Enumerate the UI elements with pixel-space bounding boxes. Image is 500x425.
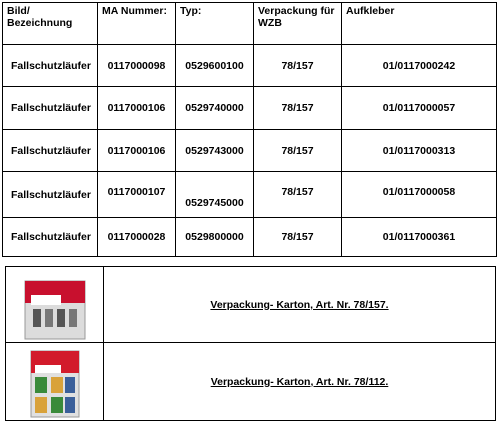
header-typ: Typ: bbox=[176, 3, 254, 45]
header-bezeichnung: Bild/ Bezeichnung bbox=[3, 3, 98, 45]
cell-ma: 0117000106 bbox=[98, 130, 176, 172]
packaging-image-cell bbox=[6, 267, 104, 343]
cell-aufkleber: 01/0117000058 bbox=[342, 172, 497, 218]
packaging-image-cell bbox=[6, 343, 104, 421]
packaging-label: Verpackung- Karton, Art. Nr. 78/157. bbox=[210, 298, 389, 311]
cell-ma: 0117000098 bbox=[98, 45, 176, 87]
header-ma-nummer: MA Nummer: bbox=[98, 3, 176, 45]
cell-name: Fallschutzläufer bbox=[3, 172, 98, 218]
table-row bbox=[3, 87, 497, 130]
cell-verp: 78/157 bbox=[254, 45, 342, 87]
cell-aufkleber: 01/0117000313 bbox=[342, 130, 497, 172]
table-row bbox=[3, 218, 497, 257]
cell-ma: 0117000107 bbox=[98, 172, 176, 218]
carton-image bbox=[29, 349, 81, 419]
packaging-row bbox=[6, 267, 496, 343]
packaging-label: Verpackung- Karton, Art. Nr. 78/112. bbox=[210, 375, 389, 388]
cell-ma: 0117000106 bbox=[98, 87, 176, 130]
table-row bbox=[3, 130, 497, 172]
header-aufkleber: Aufkleber bbox=[342, 3, 497, 45]
table-header-row bbox=[3, 3, 497, 45]
cell-typ: 0529600100 bbox=[176, 45, 254, 87]
cell-ma: 0117000028 bbox=[98, 218, 176, 257]
cell-typ: 0529800000 bbox=[176, 218, 254, 257]
cell-verp: 78/157 bbox=[254, 172, 342, 218]
cell-aufkleber: 01/0117000361 bbox=[342, 218, 497, 257]
cell-name: Fallschutzläufer bbox=[3, 130, 98, 172]
cell-name: Fallschutzläufer bbox=[3, 45, 98, 87]
cell-typ: 0529743000 bbox=[176, 130, 254, 172]
cell-name: Fallschutzläufer bbox=[3, 87, 98, 130]
cell-aufkleber: 01/0117000057 bbox=[342, 87, 497, 130]
parts-table bbox=[2, 2, 497, 257]
carton-image bbox=[23, 279, 87, 341]
packaging-text-cell bbox=[104, 267, 496, 343]
packaging-row bbox=[6, 343, 496, 421]
header-verpackung: Verpackung für WZB bbox=[254, 3, 342, 45]
cell-typ: 0529740000 bbox=[176, 87, 254, 130]
cell-verp: 78/157 bbox=[254, 87, 342, 130]
cell-verp: 78/157 bbox=[254, 130, 342, 172]
table-row bbox=[3, 45, 497, 87]
cell-typ: 0529745000 bbox=[176, 172, 254, 218]
cell-verp: 78/157 bbox=[254, 218, 342, 257]
packaging-table bbox=[5, 266, 496, 421]
packaging-text-cell bbox=[104, 343, 496, 421]
table-row bbox=[3, 172, 497, 218]
cell-aufkleber: 01/0117000242 bbox=[342, 45, 497, 87]
cell-name: Fallschutzläufer bbox=[3, 218, 98, 257]
